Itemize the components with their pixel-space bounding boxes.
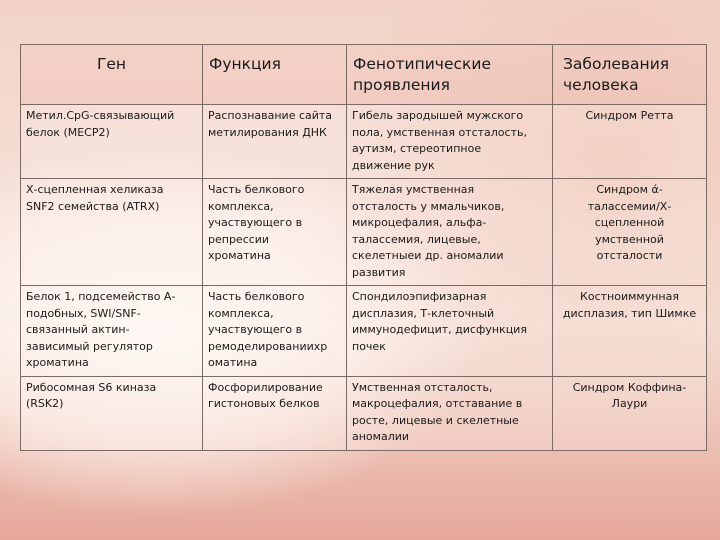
cell-text: Фосфорилирование гистоновых белков [208,380,323,410]
cell-disease [553,179,707,286]
cell-text: Белок 1, подсемейство А- подобных, SWI/SNF- связанный актин- зависимый регулятор хроматина [26,290,176,369]
cell-function [203,376,347,450]
cell-disease [553,376,707,450]
cell-disease [553,105,707,179]
cell-gene [21,105,203,179]
cell-text: Синдром Ретта [585,109,674,122]
cell-gene [21,286,203,377]
table-row [21,376,707,450]
cell-phenotype [347,179,553,286]
header-function: Функция [203,45,347,105]
cell-text: Часть белкового комплекса, участвующего в ремоделированиихр оматина [208,290,328,369]
table-row [21,105,707,179]
cell-text: Х-сцепленная хеликаза SNF2 семейства (ATRX) [26,183,164,213]
cell-text: Распознавание сайта метилирования ДНК [208,109,333,139]
table-row [21,286,707,377]
cell-text: Рибосомная S6 киназа (RSK2) [26,380,157,410]
header-gene: Ген [21,45,203,105]
cell-text: Гибель зародышей мужского пола, умственная отсталость, аутизм, стереотипное движение рук [352,109,527,172]
cell-text: Метил.CpG-связывающий белок (MECP2) [26,109,175,139]
header-disease: Заболевания человека [553,45,707,105]
cell-text: Костноиммунная дисплазия, тип Шимке [562,290,697,320]
cell-gene [21,376,203,450]
cell-phenotype [347,376,553,450]
cell-function [203,179,347,286]
gene-disease-table [20,44,707,451]
cell-text: Тяжелая умственная отсталость у ммальчиков, микроцефалия, альфа- талассемия, лицевые, скелетныеи др. аномалии развития [352,183,505,279]
cell-disease [553,286,707,377]
header-phenotype: Фенотипические проявления [347,45,553,105]
cell-phenotype [347,286,553,377]
cell-phenotype [347,105,553,179]
cell-function [203,286,347,377]
table-row [21,179,707,286]
table-header-row [21,45,707,105]
cell-gene [21,179,203,286]
cell-text: Умственная отсталость, макроцефалия, отставание в росте, лицевые и скелетные аномалии [352,380,523,443]
cell-text: Часть белкового комплекса, участвующего в репрессии хроматина [208,183,305,262]
cell-text: Синдром ά- талассемии/Х- сцепленной умственной отсталости [587,183,672,262]
cell-function [203,105,347,179]
cell-text: Спондилоэпифизарная дисплазия, Т-клеточный иммунодефицит, дисфункция почек [352,290,527,353]
cell-text: Синдром Коффина- Лаури [572,380,687,410]
